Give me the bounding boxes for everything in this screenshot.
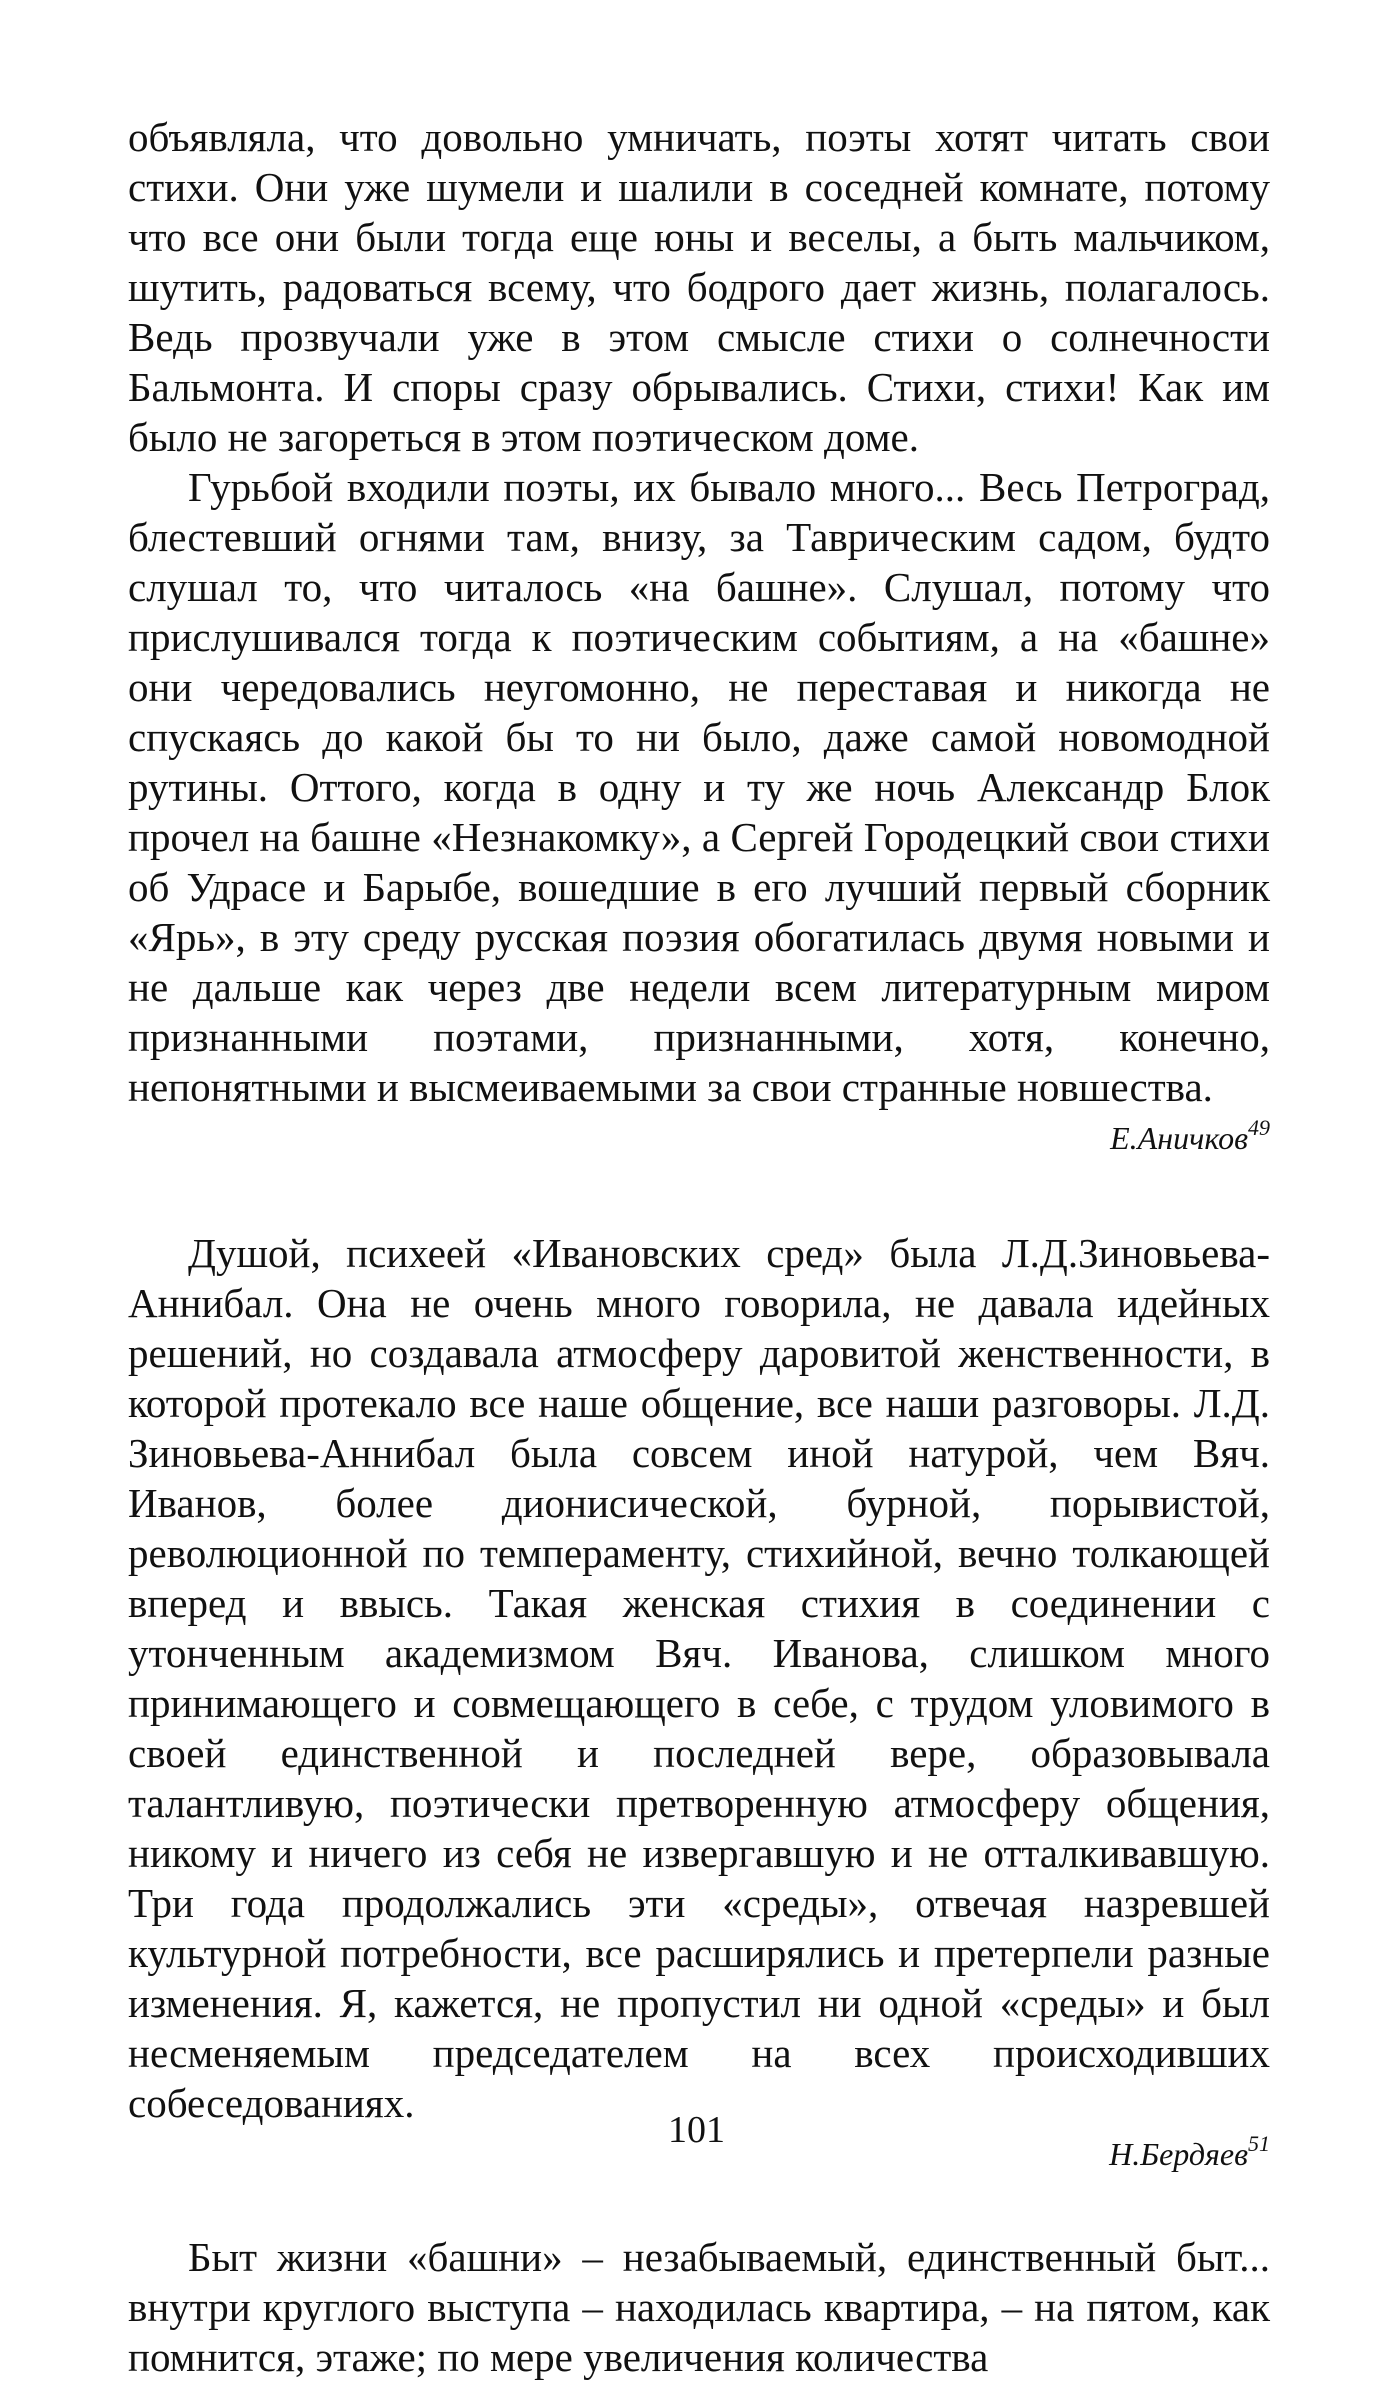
paragraph-continuation: объявляла, что довольно умничать, поэты хотят читать свои стихи. Они уже шумели и шалили в соседней комнате, потому что все они были тогда еще юны и веселы, а быть мальчиком, шутить, радоваться всему, что бодрого дает жизнь, полагалось. Ведь прозвучали уже в этом смысле стихи о солнечности Бальмонта. И споры сразу обрывались. Стихи, стихи! Как им было не загореться в этом поэтическом доме. xyxy=(128,114,1270,461)
memoir-section-anichkov xyxy=(128,112,1270,1160)
footnote-marker: 49 xyxy=(1248,1115,1270,1141)
section-spacer xyxy=(128,1160,1270,1228)
paragraph-poets-entrance: Гурьбой входили поэты, их бывало много... Весь Петроград, блестевший огнями там, внизу, за Таврическим садом, будто слушал то, что читалось «на башне». Слушал, потому что прислушивался тогда к поэтическим событиям, а на «башне» они чередовались неугомонно, не переставая и никогда не спускаясь до какой бы то ни было, даже самой новомодной рутины. Оттого, когда в одну и ту же ночь Александр Блок прочел на башне «Незнакомку», а Сергей Городецкий свои стихи об Удрасе и Барыбе, вошедшие в его лучший первый сборник «Ярь», в эту среду русская поэзия обогатилась двумя новыми и не дальше как через две недели всем литературным миром признанными поэтами, признанными, хотя, конечно, непонятными и высмеиваемыми за свои странные новшества. xyxy=(128,464,1270,1111)
attribution-author: Н.Бердяев xyxy=(1109,2136,1248,2173)
attribution-author: Е.Аничков xyxy=(1110,1120,1248,1157)
section-spacer xyxy=(128,2176,1270,2232)
paragraph-tower-life: Быт жизни «башни» – незабываемый, единственный быт... внутри круглого выступа – находилась квартира, – на пятом, как помнится, этаже; по мере увеличения количества xyxy=(128,2233,1270,2380)
paragraph-zinovieva-annibal: Душой, психеей «Ивановских сред» была Л.Д.Зиновьева-Аннибал. Она не очень много говорила, не давала идейных решений, но создавала атмосферу даровитой женственности, в которой протекало все наше общение, все наши разговоры. Л.Д. Зиновьева-Аннибал была совсем иной натурой, чем Вяч. Иванов, более дионисической, бурной, порывистой, революционной по темпераменту, стихийной, вечно толкающей вперед и ввысь. Такая женская стихия в соединении с утонченным академизмом Вяч. Иванова, слишком много принимающего и совмещающего в себе, с трудом уловимого в своей единственной и последней вере, образовывала талантливую, поэтически претворенную атмосферу общения, никому и ничего из себя не извергавшую и не отталкивавшую. Три года продолжались эти «среды», отвечая назревшей культурной потребности, все расширялись и претерпели разные изменения. Я, кажется, не пропустил ни одной «среды» и был несменяемым председателем на всех происходивших собеседованиях. xyxy=(128,1229,1270,2127)
memoir-section-tower-life xyxy=(128,2232,1270,2382)
attribution-anichkov xyxy=(128,1115,1270,1160)
footnote-marker: 51 xyxy=(1248,2131,1270,2157)
text-column xyxy=(128,112,1270,2382)
page-number: 101 xyxy=(668,2109,725,2151)
memoir-section-berdyaev xyxy=(128,1228,1270,2176)
